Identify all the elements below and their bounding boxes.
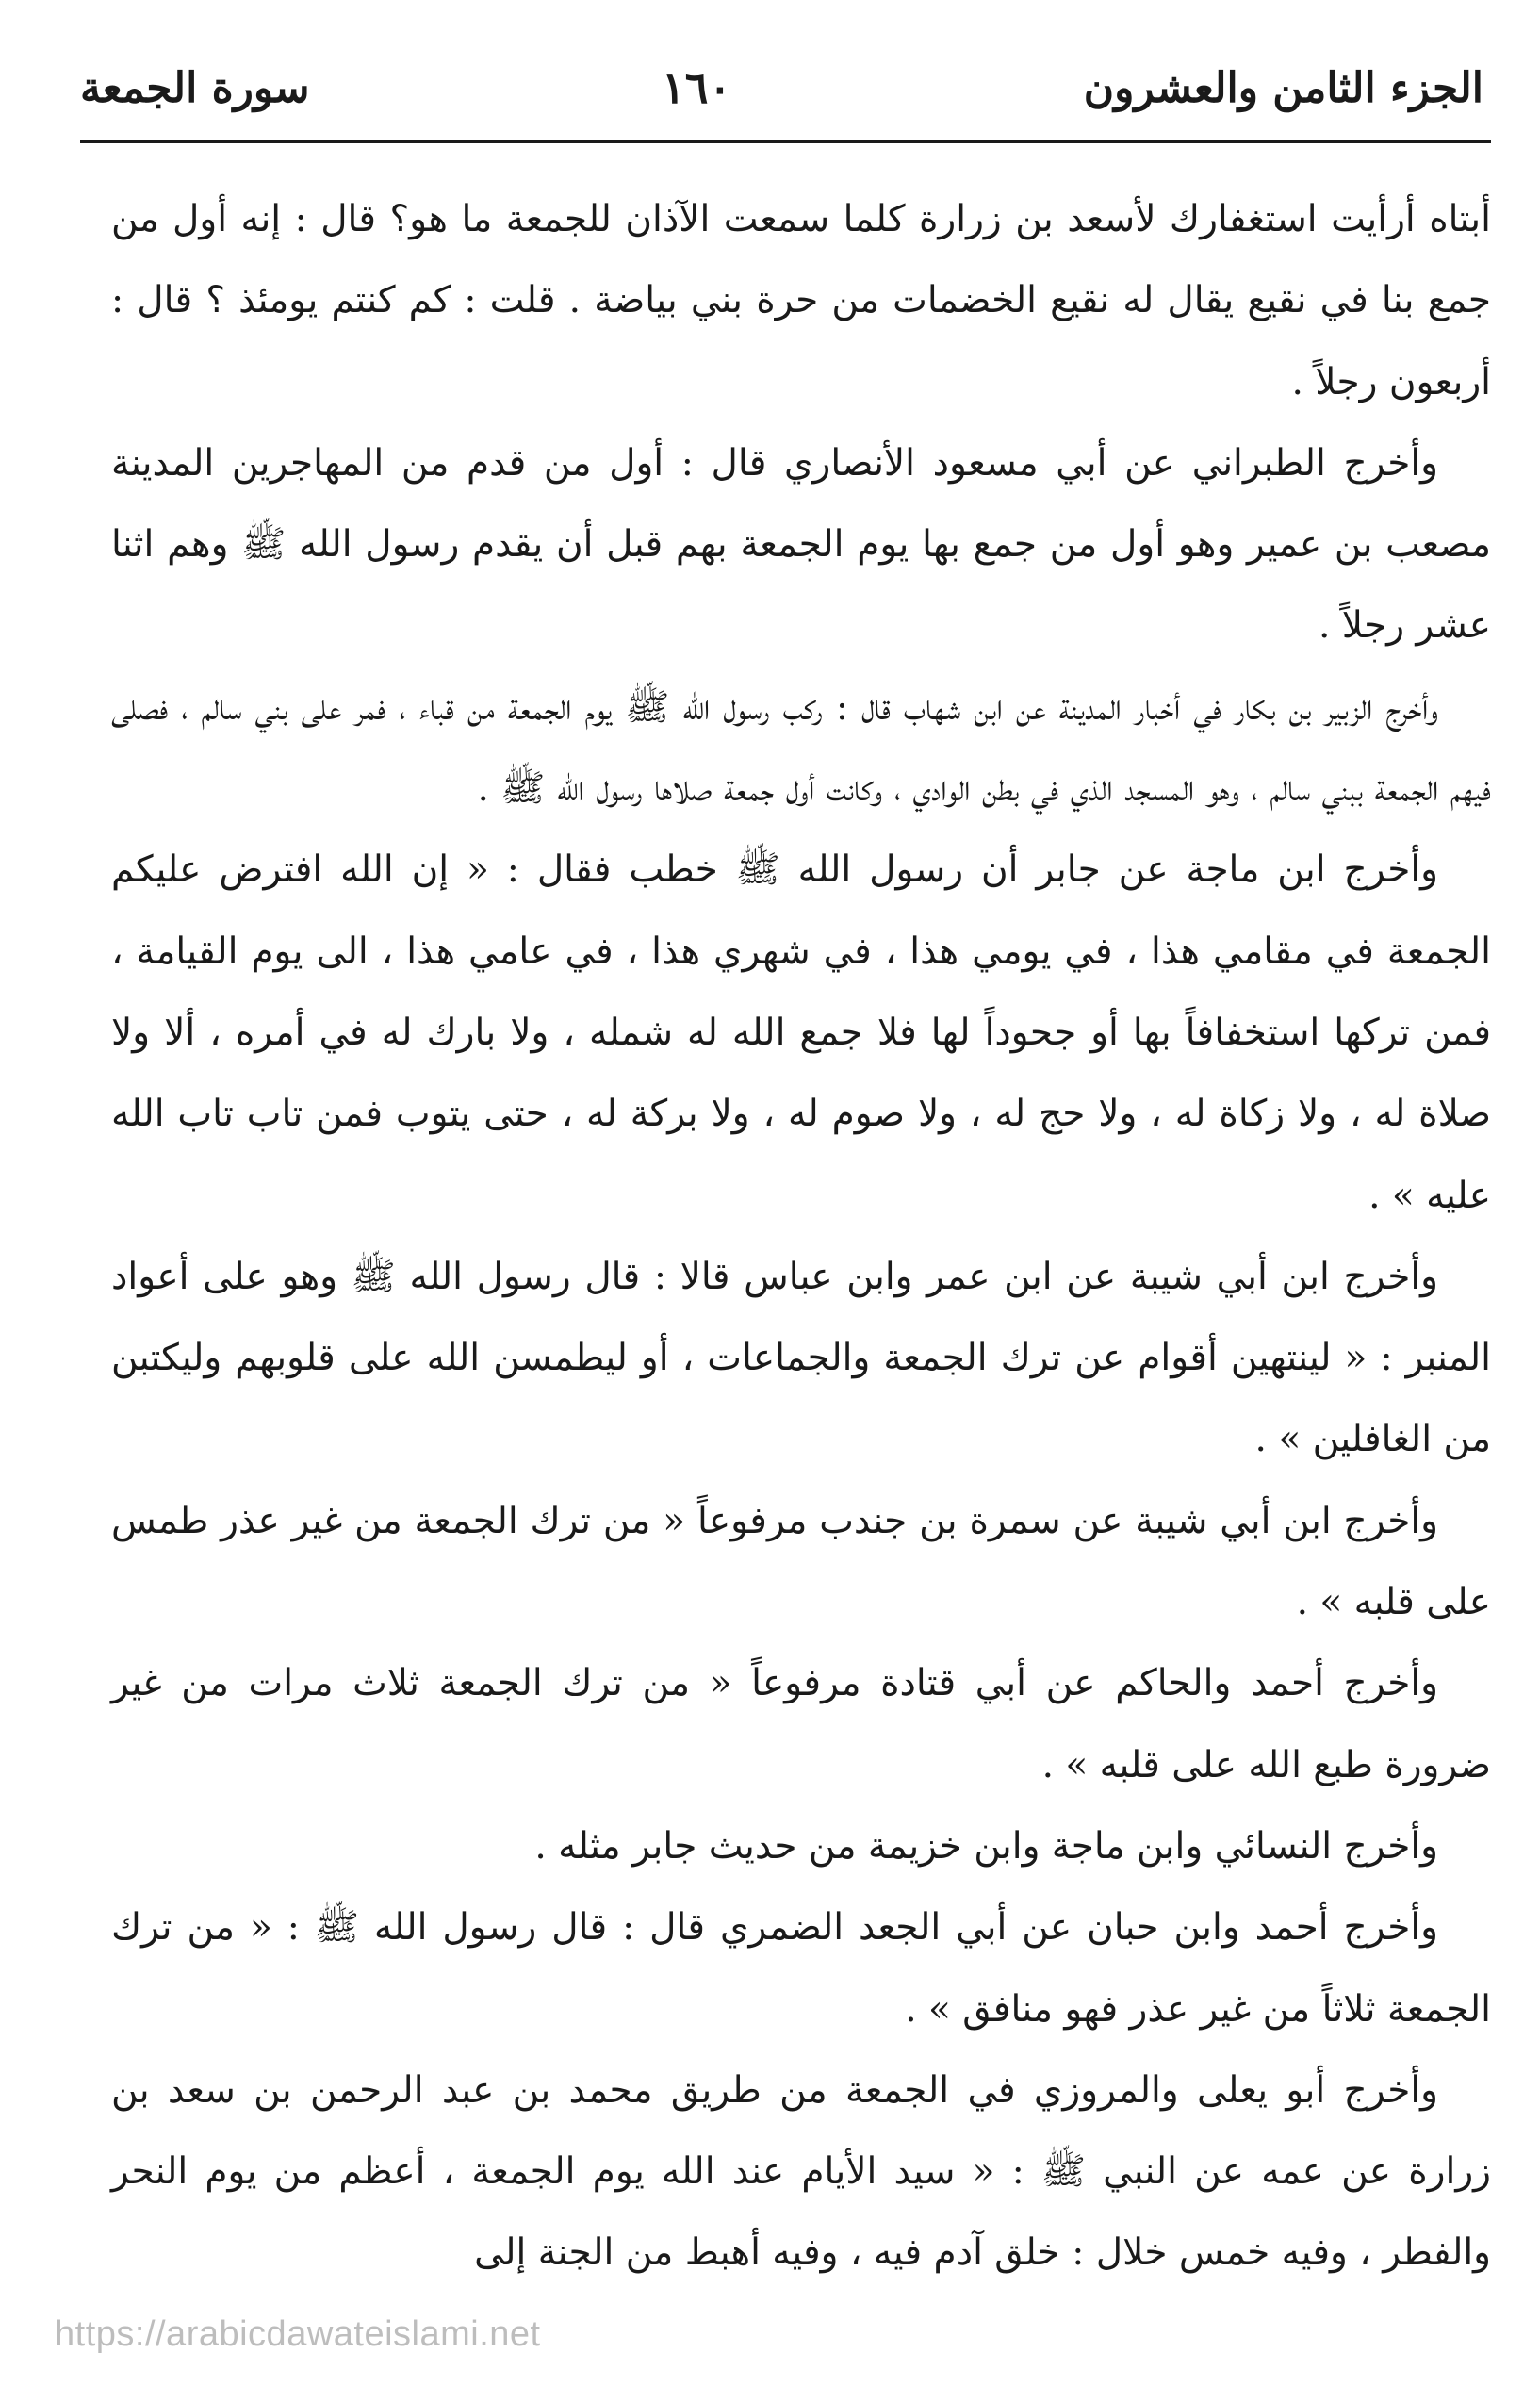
paragraph: وأخرج ابن أبي شيبة عن ابن عمر وابن عباس قالا : قال رسول الله ﷺ وهو على أعواد المنبر : « لينتهين أقوام عن ترك الجمعة والجماعات ، أو ليطمسن الله على قلوبهم وليكتبن من الغافلين » . — [111, 1255, 1491, 1461]
watermark-url: https://arabicdawateislami.net — [55, 2314, 541, 2354]
surah-title: سورة الجمعة — [80, 63, 310, 112]
page-body — [111, 179, 1491, 2295]
part-title: الجزء الثامن والعشرون — [1083, 63, 1483, 112]
page-header — [80, 36, 1483, 140]
paragraph: وأخرج أبو يعلى والمروزي في الجمعة من طريق محمد بن عبد الرحمن بن سعد بن زرارة عن عمه عن النبي ﷺ : « سيد الأيام عند الله يوم الجمعة ، أعظم من يوم النحر والفطر ، وفيه خمس خلال : خلق آدم فيه ، وفيه أهبط من الجنة إلى — [111, 2068, 1491, 2275]
paragraph: وأخرج ابن أبي شيبة عن سمرة بن جندب مرفوعاً « من ترك الجمعة من غير عذر طمس على قلبه » . — [111, 1499, 1491, 1624]
paragraph: وأخرج الطبراني عن أبي مسعود الأنصاري قال : أول من قدم من المهاجرين المدينة مصعب بن عمير وهو أول من جمع بها يوم الجمعة بهم قبل أن يقدم رسول الله ﷺ وهم اثنا عشر رجلاً . — [111, 441, 1491, 648]
paragraph: أبتاه أرأيت استغفارك لأسعد بن زرارة كلما سمعت الآذان للجمعة ما هو؟ قال : إنه أول من جمع بنا في نقيع يقال له نقيع الخضمات من حرة بني بياضة . قلت : كم كنتم يومئذ ؟ قال : أربعون رجلاً . — [111, 198, 1491, 403]
header-rule — [80, 140, 1491, 143]
paragraph: وأخرج أحمد والحاكم عن أبي قتادة مرفوعاً « من ترك الجمعة ثلاث مرات من غير ضرورة طبع الله على قلبه » . — [111, 1662, 1491, 1786]
page-number: ١٦٠ — [662, 62, 732, 113]
paragraph: وأخرج أحمد وابن حبان عن أبي الجعد الضمري قال : قال رسول الله ﷺ : « من ترك الجمعة ثلاثاً من غير عذر فهو منافق » . — [111, 1906, 1491, 2031]
paragraph: وأخرج الزبير بن بكار في أخبار المدينة عن ابن شهاب قال : ركب رسول الله ﷺ يوم الجمعة من قباء ، فمر على بني سالم ، فصلى فيهم الجمعة ببني سالم ، وهو المسجد الذي في بطن الوادي ، وكانت أول جمعة صلاها رسول الله ﷺ . — [111, 685, 1491, 811]
paragraph: وأخرج ابن ماجة عن جابر أن رسول الله ﷺ خطب فقال : « إن الله افترض عليكم الجمعة في مقامي هذا ، في يومي هذا ، في شهري هذا ، في عامي هذا ، الى يوم القيامة ، فمن تركها استخفافاً بها أو جحوداً لها فلا جمع الله له شمله ، ولا بارك له في أمره ، ألا ولا صلاة له ، ولا زكاة له ، ولا حج له ، ولا صوم له ، ولا بركة له ، حتى يتوب فمن تاب تاب الله عليه » . — [111, 848, 1491, 1217]
paragraph: وأخرج النسائي وابن ماجة وابن خزيمة من حديث جابر مثله . — [534, 1824, 1438, 1868]
